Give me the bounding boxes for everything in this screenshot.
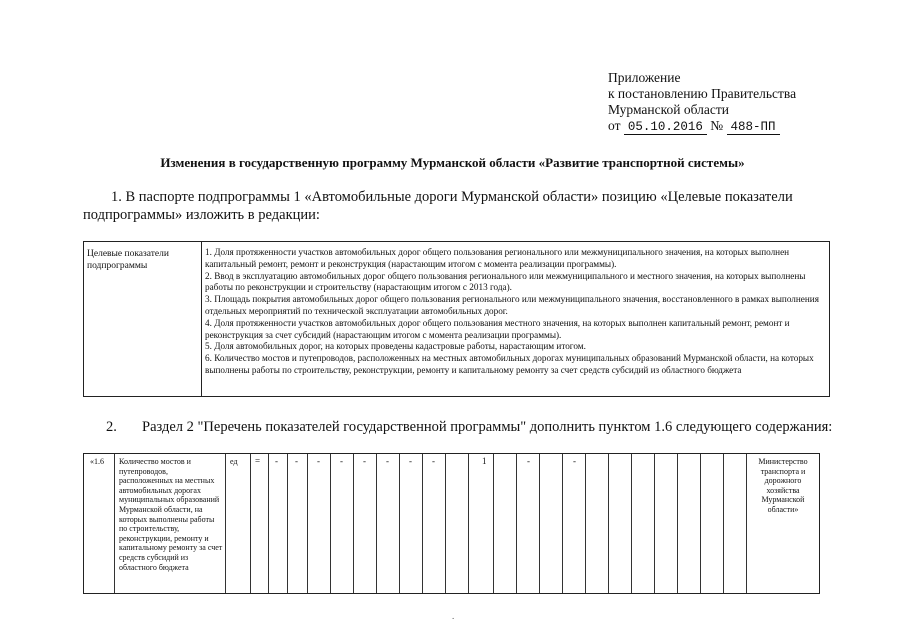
table-column-divider (723, 454, 724, 593)
row-number: «1.6 (90, 457, 104, 466)
table-column-divider (562, 454, 563, 593)
resolution-date: 05.10.2016 (624, 120, 707, 135)
paragraph-1 (83, 188, 828, 224)
appendix-line-2: к постановлению Правительства (608, 86, 797, 101)
indicator-item: 6. Количество мостов и путепроводов, расположенных на местных автомобильных дорогах муниципальных образований Мурманской области, на которых выполнены работы по строительству, реконструкции, ремонту и капитальному ремонту за счет средств субсидий из областного бюджета (205, 353, 814, 375)
appendix-line-3: Мурманской области (608, 102, 729, 117)
table-column-divider (654, 454, 655, 593)
value-dash: - (295, 456, 298, 466)
table-column-divider (468, 454, 469, 593)
indicator-table-row (83, 453, 820, 594)
table-column-divider (114, 454, 115, 593)
value-one: 1 (482, 456, 487, 466)
table-column-divider (746, 454, 747, 593)
appendix-line-1: Приложение (608, 70, 681, 85)
table-column-divider (677, 454, 678, 593)
indicator-name: Количество мостов и путепроводов, расположенных на местных автомобильных дорогах муниципальных образований Мурманской области, на которых выполнены работы по строительству, реконструкции, ремонту и капитальному ремонту за счет средств субсидий из областного бюджета (119, 457, 223, 572)
target-indicators-list (205, 247, 825, 377)
table-column-divider (422, 454, 423, 593)
scan-mark: . (452, 611, 455, 621)
table-column-divider (700, 454, 701, 593)
indicator-item: 5. Доля автомобильных дорог, на которых проведены кадастровые работы, нарастающим итогом. (205, 341, 586, 352)
value-dash: - (275, 456, 278, 466)
table-column-divider (353, 454, 354, 593)
value-dash: - (317, 456, 320, 466)
table-column-divider (307, 454, 308, 593)
value-dash: - (432, 456, 435, 466)
appendix-date-line (608, 118, 796, 135)
number-prefix: № (710, 118, 724, 133)
table-column-divider (399, 454, 400, 593)
unit: ед (230, 457, 238, 466)
table-column-divider (376, 454, 377, 593)
value-dash: - (363, 456, 366, 466)
table-column-divider (585, 454, 586, 593)
value-dash: - (409, 456, 412, 466)
indicator-item: 1. Доля протяженности участков автомобильных дорог общего пользования регионального или межмуниципального значения, на которых выполнен капитальный ремонт, ремонт и реконструкция (нарастающим итогом с момента реализации программы). (205, 247, 790, 269)
table-column-divider (608, 454, 609, 593)
table-column-divider (516, 454, 517, 593)
appendix-block (608, 70, 796, 135)
paragraph-1-line-1: 1. В паспорте подпрограммы 1 «Автомобильные дороги Мурманской области» позицию «Целевые показатели (111, 189, 793, 205)
value-dash: - (573, 456, 576, 466)
paragraph-2-number: 2. (106, 419, 117, 435)
value-dash: - (340, 456, 343, 466)
target-indicators-label: Целевые показатели подпрограммы (84, 242, 202, 396)
target-indicators-box (83, 241, 830, 397)
document-title: Изменения в государственную программу Мурманской области «Развитие транспортной системы» (160, 155, 745, 170)
table-column-divider (539, 454, 540, 593)
table-column-divider (330, 454, 331, 593)
indicator-item: 2. Ввод в эксплуатацию автомобильных дорог общего пользования регионального или межмуниципального и местного значения, на которых выполнены работы по реконструкции и строительству (нарастающим итогом с 2013 года). (205, 270, 806, 293)
table-column-divider (268, 454, 269, 593)
date-prefix: от (608, 118, 621, 133)
indicator-item: 3. Площадь покрытия автомобильных дорог общего пользования регионального или межмуниципального значения, восстановленного в рамках выполнения отдельных мероприятий по технической эксплуатации автомобильных дорог. (205, 294, 819, 316)
paragraph-2-text: Раздел 2 "Перечень показателей государственной программы" дополнить пунктом 1.6 следующего содержания: (142, 419, 833, 435)
indicator-item: 4. Доля протяженности участков автомобильных дорог общего пользования местного значения, на которых выполнен капитальный ремонт, ремонт и реконструкция за счет субсидий (нарастающим итогом с момента реализации программы). (205, 317, 790, 340)
responsible-executor: Министерство транспорта и дорожного хозяйства Мурманской области» (758, 457, 808, 514)
table-column-divider (225, 454, 226, 593)
value-dash: - (386, 456, 389, 466)
table-column-divider (445, 454, 446, 593)
sign-cell: = (255, 456, 261, 466)
table-column-divider (287, 454, 288, 593)
value-dash: - (527, 456, 530, 466)
table-column-divider (493, 454, 494, 593)
table-column-divider (250, 454, 251, 593)
resolution-number: 488-ПП (727, 120, 780, 135)
table-column-divider (631, 454, 632, 593)
paragraph-2 (106, 418, 886, 436)
paragraph-1-line-2: подпрограммы» изложить в редакции: (83, 207, 320, 223)
